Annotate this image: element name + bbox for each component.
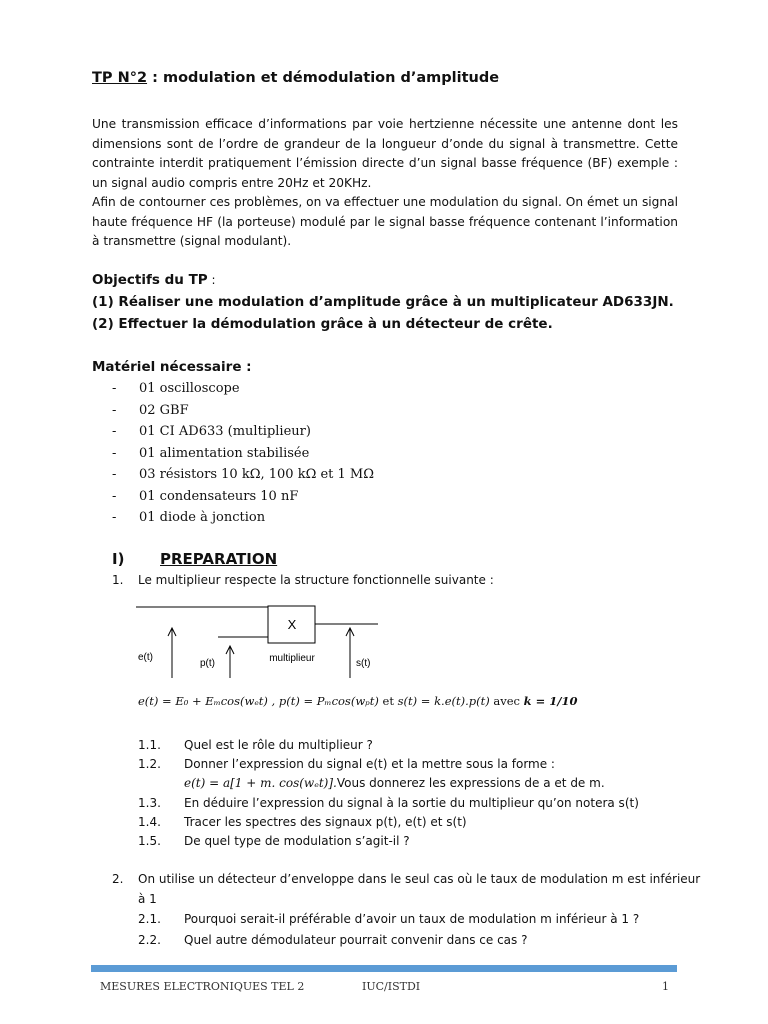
subquestion-1-4: 1.4. Tracer les spectres des signaux p(t), e(t) et s(t) (138, 815, 467, 829)
subquestion-2-1: 2.1. Pourquoi serait-il préférable d’avoir un taux de modulation m inférieur à 1 ? (138, 912, 640, 926)
input-e-label: e(t) (138, 652, 153, 663)
multiplier-caption: multiplieur (269, 653, 315, 664)
title-text: modulation et démodulation d’amplitude (157, 70, 500, 86)
multiplier-box-label: X (287, 617, 297, 632)
output-s-label: s(t) (356, 658, 371, 669)
subquestion-1-2-continuation: e(t) = a[1 + m. cos(wₑt)].Vous donnerez les expressions de a et de m. (184, 776, 605, 790)
intro-paragraph-1: Une transmission efficace d’informations par voie hertzienne nécessite une antenne dont les dimensions sont de l’ordre de grandeur de la longueur d’onde du signal à transmettre. Cette contrainte interdit pratiquement l’émission directe d’un signal basse fréquence (BF) exemple : un signal audio compris entre 20Hz et 20KHz. (92, 117, 678, 190)
section-heading: I) PREPARATION (112, 550, 278, 568)
list-item: - 01 alimentation stabilisée (112, 445, 310, 461)
list-item: - 03 résistors 10 kΩ, 100 kΩ et 1 MΩ (112, 467, 375, 482)
subquestion-1-3: 1.3. En déduire l’expression du signal à la sortie du multiplieur qu’on notera s(t) (138, 796, 639, 810)
list-item: - 01 oscilloscope (112, 381, 240, 396)
page-number: 1 (662, 980, 669, 993)
objective-1: (1) Réaliser une modulation d’amplitude grâce à un multiplicateur AD633JN. (92, 294, 674, 310)
list-item: - 01 CI AD633 (multiplieur) (112, 424, 311, 439)
materials-heading: Matériel nécessaire : (92, 359, 252, 375)
page-title (92, 70, 499, 86)
materials-list (112, 378, 374, 529)
multiplier-diagram (134, 598, 380, 678)
list-item: - 01 condensateurs 10 nF (112, 488, 299, 504)
footer-center: IUC/ISTDI (362, 980, 421, 993)
footer-left: MESURES ELECTRONIQUES TEL 2 (100, 980, 305, 993)
subquestion-2-2: 2.2. Quel autre démodulateur pourrait convenir dans ce cas ? (138, 933, 528, 947)
footer-rule (91, 965, 677, 972)
objective-2: (2) Effectuer la démodulation grâce à un détecteur de crête. (92, 316, 553, 332)
subquestion-1-1: 1.1. Quel est le rôle du multiplieur ? (138, 738, 373, 752)
subquestion-1-5: 1.5. De quel type de modulation s’agit-il ? (138, 834, 410, 848)
signal-formulas: e(t) = E₀ + Eₘcos(wₑt) , p(t) = Pₘcos(wₚt) et s(t) = k.e(t).p(t) avec k = 1/10 (138, 694, 578, 708)
intro-paragraph-2: Afin de contourner ces problèmes, on va effectuer une modulation du signal. On émet un signal haute fréquence HF (la porteuse) modulé par le signal basse fréquence contenant l’information à transmettre (signal modulant). (92, 195, 678, 248)
objectives-heading: Objectifs du TP : (92, 272, 216, 288)
subquestion-1-2: 1.2. Donner l’expression du signal e(t) et la mettre sous la forme : (138, 757, 555, 771)
title-tp: TP N°2 (92, 70, 148, 86)
input-p-label: p(t) (200, 658, 215, 669)
question-1: 1. Le multiplieur respecte la structure fonctionnelle suivante : (112, 573, 494, 587)
list-item: - 01 diode à jonction (112, 510, 266, 525)
question-2-continuation: à 1 (138, 892, 157, 906)
title-separator: : (147, 70, 158, 86)
question-2: 2. On utilise un détecteur d’enveloppe dans le seul cas où le taux de modulation m est inférieur (112, 872, 701, 886)
list-item: - 02 GBF (112, 402, 189, 418)
